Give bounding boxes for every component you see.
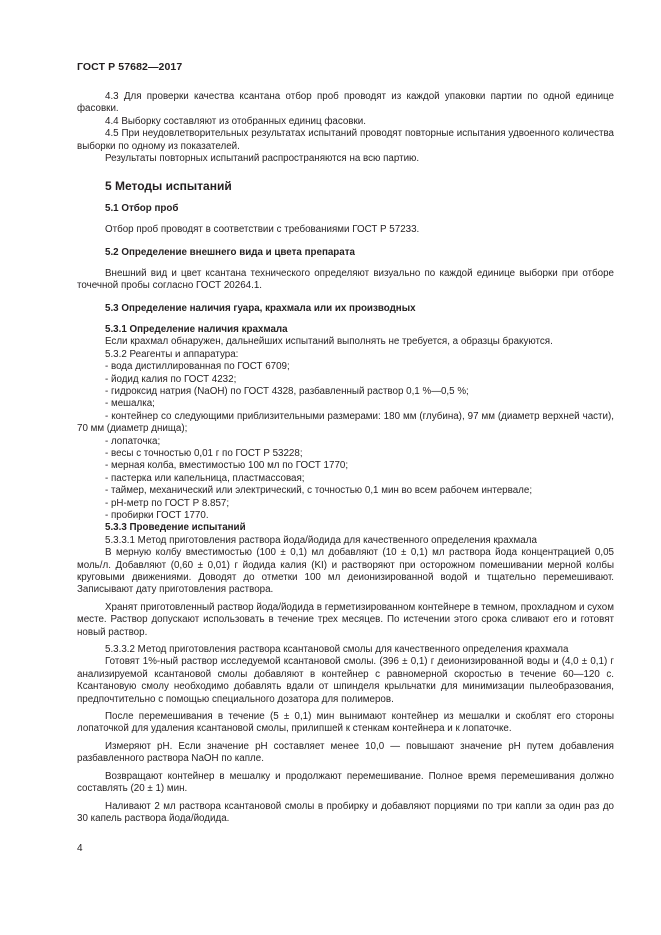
paragraph: Наливают 2 мл раствора ксантановой смолы в пробирку и добавляют порциями по три капли за один раз до 30 капель раствора йода/йодида. <box>77 800 614 824</box>
paragraph: После перемешивания в течение (5 ± 0,1) мин вынимают контейнер из мешалки и скоблят его стороны лопаточкой для удаления ксантановой смолы, прилипшей к стенкам контейнера и к лопаточке. <box>77 711 614 735</box>
section-heading: 5 Методы испытаний <box>105 179 232 194</box>
paragraph: Возвращают контейнер в мешалку и продолжают перемешивание. Полное время перемешивания должно составлять (20 ± 1) мин. <box>77 770 614 795</box>
document-header: ГОСТ Р 57682—2017 <box>77 61 183 73</box>
list-item: - вода дистиллированная по ГОСТ 6709; <box>105 361 290 373</box>
paragraph: Если крахмал обнаружен, дальнейших испытаний выполнять не требуется, а образцы бракуются. <box>105 336 553 348</box>
list-item: - рН-метр по ГОСТ Р 8.857; <box>105 497 230 509</box>
subsection-heading: 5.2 Определение внешнего вида и цвета препарата <box>105 247 355 259</box>
clause-heading: 5.3.3 Проведение испытаний <box>105 522 246 534</box>
clause-heading: 5.3.1 Определение наличия крахмала <box>105 323 288 335</box>
list-item: - пробирки ГОСТ 1770. <box>105 509 209 521</box>
list-item: - гидроксид натрия (NaOH) по ГОСТ 4328, разбавленный раствор 0,1 %—0,5 %; <box>105 385 469 397</box>
subsection-heading: 5.1 Отбор проб <box>105 203 179 215</box>
paragraph: 4.5 При неудовлетворительных результатах испытаний проводят повторные испытания удвоенного количества выборки по одному из показателей. <box>77 128 614 152</box>
paragraph: 4.3 Для проверки качества ксантана отбор проб проводят из каждой упаковки партии по одной единице фасовки. <box>77 91 614 115</box>
list-item: - пастерка или капельница, пластмассовая; <box>105 472 305 484</box>
list-item: - йодид калия по ГОСТ 4232; <box>105 373 237 385</box>
list-item: - весы с точностью 0,01 г по ГОСТ Р 53228; <box>105 447 303 459</box>
paragraph: 4.4 Выборку составляют из отобранных единиц фасовки. <box>105 115 366 127</box>
list-item: - таймер, механический или электрический, с точностью 0,1 мин во всем рабочем интервале; <box>105 485 533 497</box>
paragraph: Результаты повторных испытаний распространяются на всю партию. <box>105 153 420 165</box>
paragraph: Готовят 1%-ный раствор исследуемой ксантановой смолы. (396 ± 0,1) г деионизированной воды и (4,0 ± 0,1) г анализируемой ксантановой смолы добавляют в контейнер с равномерной скоростью в течение 60—120 с. Ксантановую смолу необходимо добавлять вдали от шпинделя крыльчатки для минимизации пылеобразования, предпочтительно с помощью специального дозатора для полимеров. <box>77 656 614 705</box>
list-item: - мешалка; <box>105 398 155 410</box>
paragraph: 5.3.3.1 Метод приготовления раствора йода/йодида для качественного определения крахмала <box>105 534 537 546</box>
list-item: - лопаточка; <box>105 435 161 447</box>
paragraph: Хранят приготовленный раствор йода/йодида в герметизированном контейнере в темном, прохладном и сухом месте. Раствор допускают использовать в течение трех месяцев. По истечении этого срока сливают его и готовят новый раствор. <box>77 601 614 638</box>
paragraph: Внешний вид и цвет ксантана технического определяют визуально по каждой единице выборки при отборе точечной пробы согласно ГОСТ 20264.1. <box>77 267 614 292</box>
list-item: - мерная колба, вместимостью 100 мл по ГОСТ 1770; <box>105 460 349 472</box>
paragraph: 5.3.3.2 Метод приготовления раствора ксантановой смолы для качественного определения крахмала <box>105 644 569 656</box>
paragraph: В мерную колбу вместимостью (100 ± 0,1) мл добавляют (10 ± 0,1) мл раствора йода концентрацией 0,05 моль/л. Добавляют (0,60 ± 0,01) г йодида калия (KI) и растворяют при осторожном помешивании мерной колбы круговыми движениями. Доводят до отметки 100 мл деионизированной водой и тщательно перемешивают. Записывают дату приготовления раствора. <box>77 547 614 596</box>
paragraph: 5.3.2 Реагенты и аппаратура: <box>105 348 239 360</box>
page-number: 4 <box>77 843 83 854</box>
subsection-heading: 5.3 Определение наличия гуара, крахмала или их производных <box>105 303 416 315</box>
paragraph: Измеряют рН. Если значение рН составляет менее 10,0 — повышают значение рН путем добавления разбавленного раствора NaOH по капле. <box>77 740 614 765</box>
document-body <box>77 91 614 825</box>
list-item: - контейнер со следующими приблизительными размерами: 180 мм (глубина), 97 мм (диаметр верхней части), 70 мм (диаметр днища); <box>77 410 614 435</box>
paragraph: Отбор проб проводят в соответствии с требованиями ГОСТ Р 57233. <box>105 223 420 235</box>
